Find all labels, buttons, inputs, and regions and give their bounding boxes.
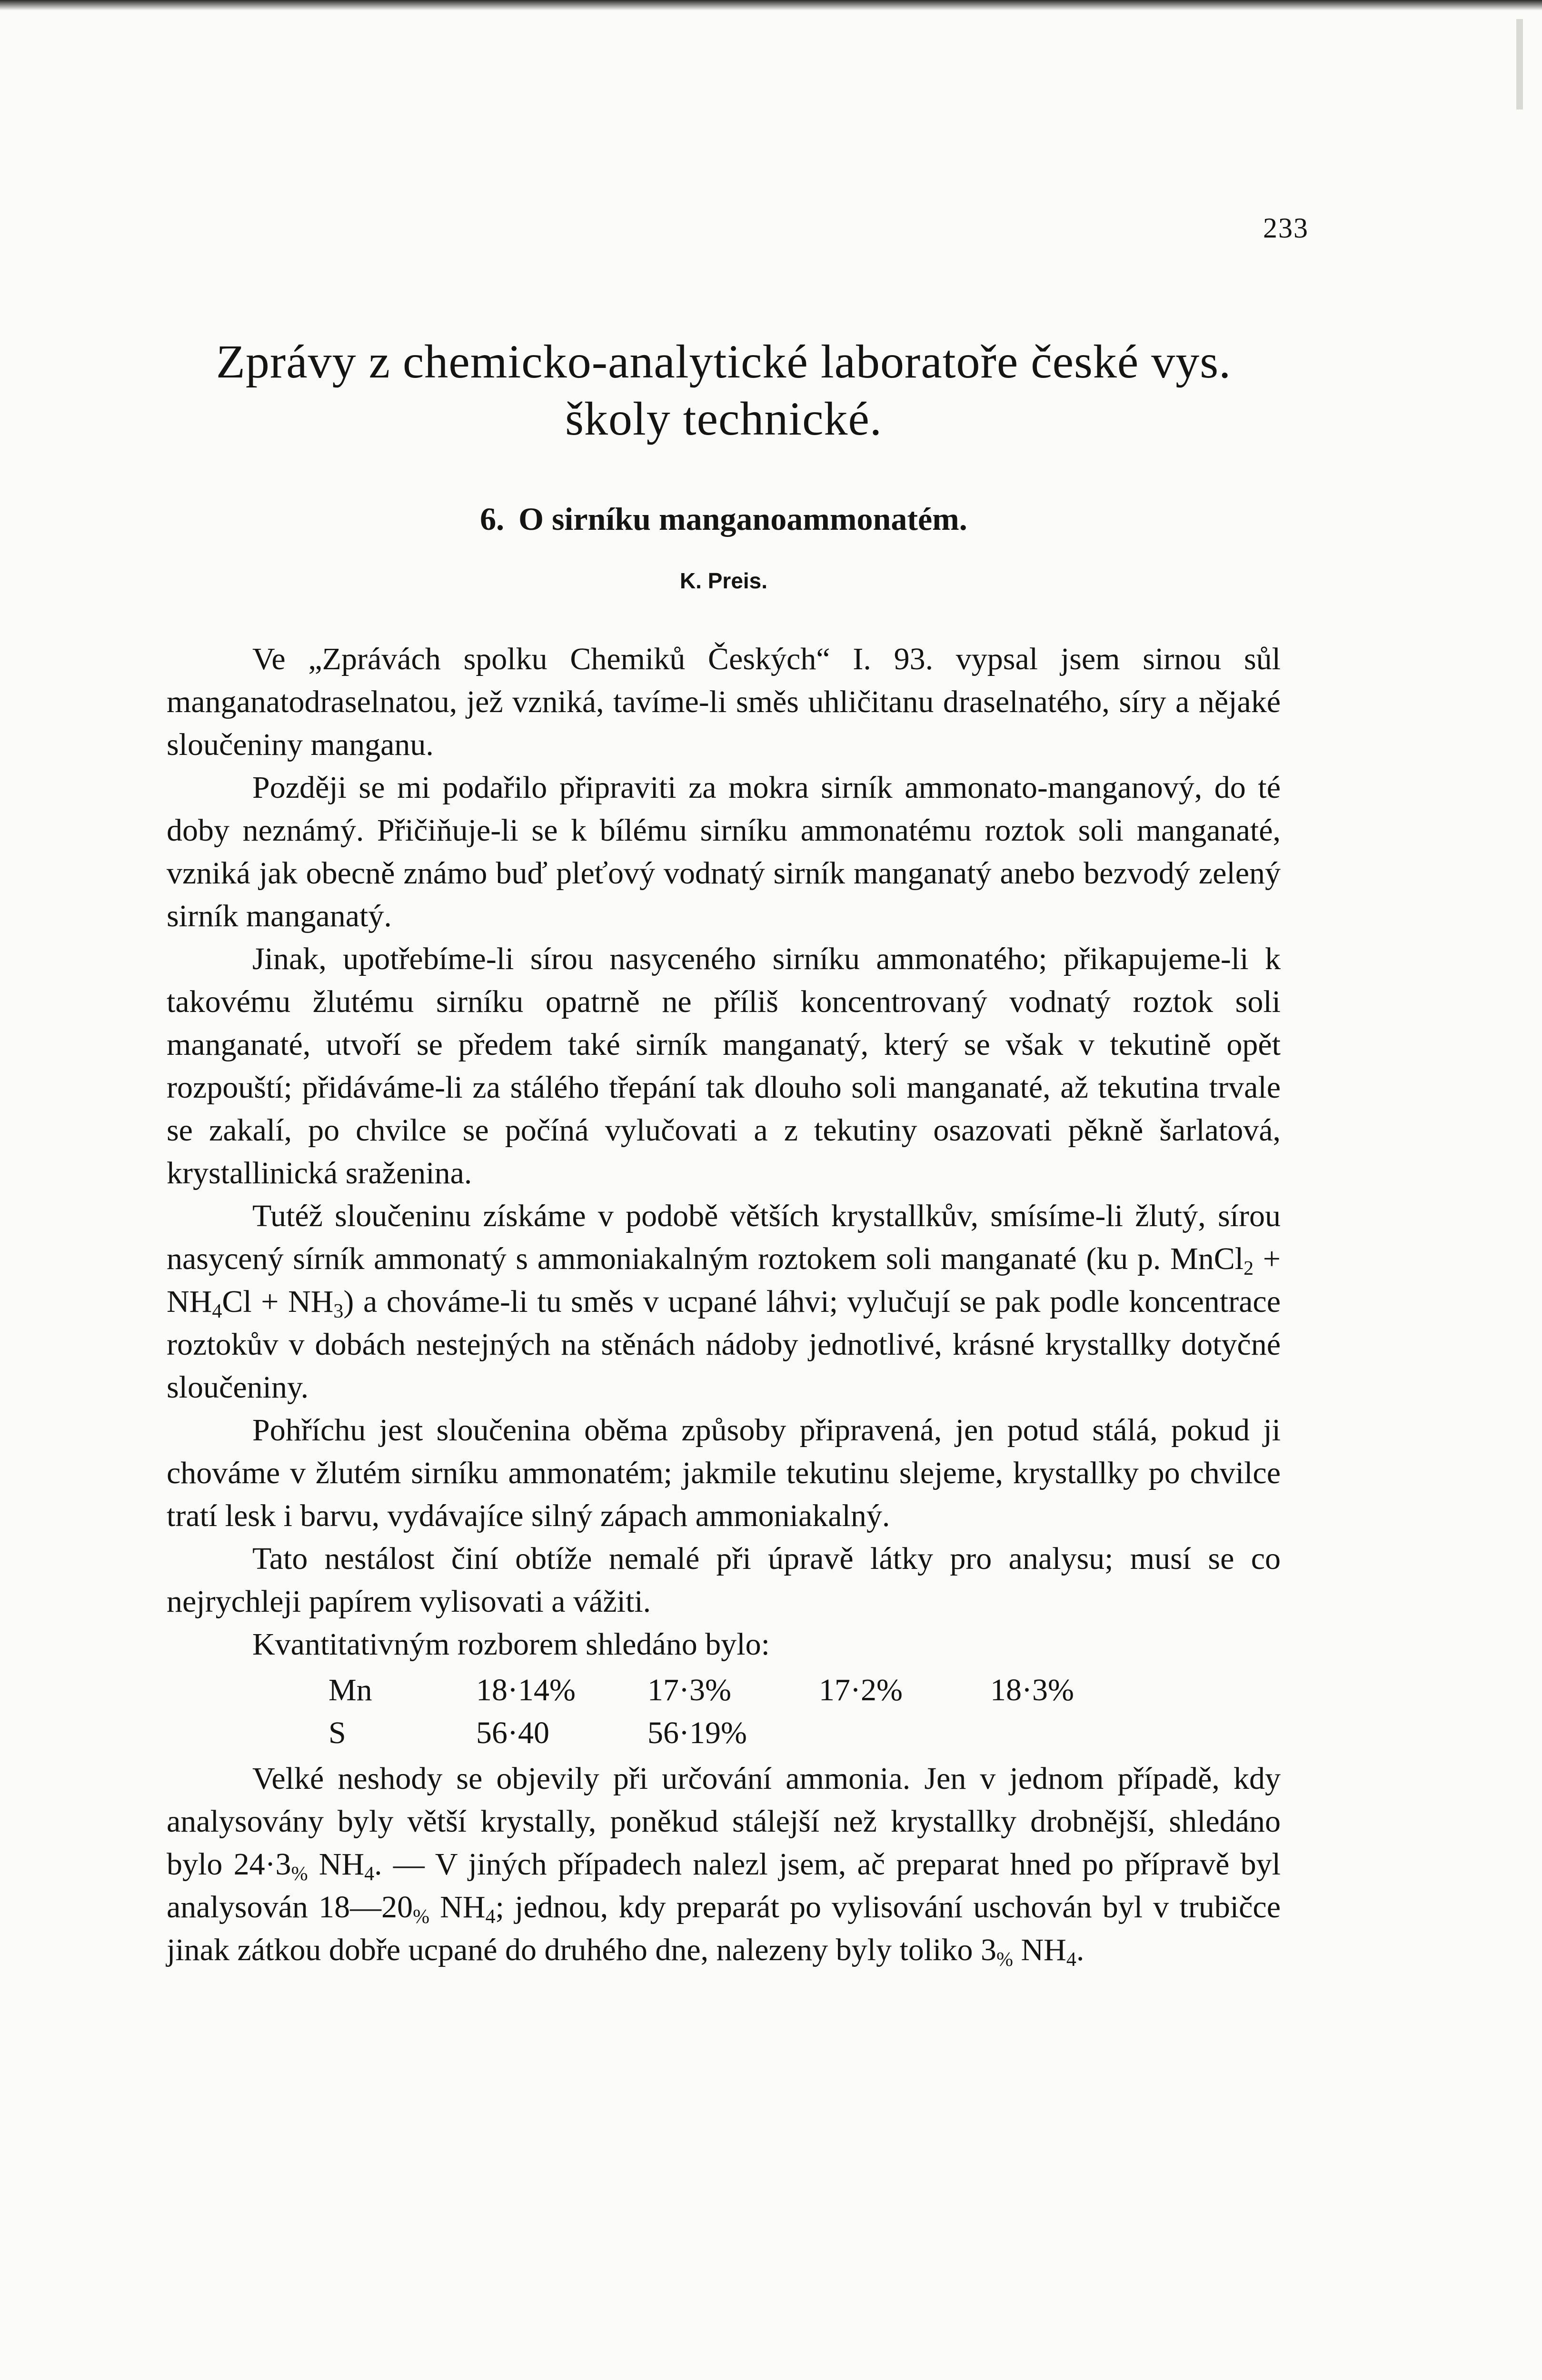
subscript: 2 bbox=[1244, 1258, 1254, 1279]
journal-title-line-1: Zprávy z chemicko-analytické laboratoře české vys. bbox=[216, 335, 1232, 388]
scan-edge-mark bbox=[1516, 19, 1523, 109]
subscript: 4 bbox=[364, 1863, 375, 1885]
table-row bbox=[167, 1712, 1162, 1755]
article-body bbox=[167, 638, 1281, 1972]
subscript: 3 bbox=[333, 1300, 344, 1322]
page-number: 233 bbox=[1263, 212, 1309, 244]
paragraph-3: Jinak, upotřebíme-li sírou nasyceného sirníku ammonatého; přikapujeme-li k takovému žlutému sirníku opatrně ne příliš koncentrovaný vodnatý roztok soli manganaté, utvoří se předem také sirník manganatý, který se však v tekutině opět rozpouští; přidáváme-li za stálého třepání tak dlouho soli manganaté, až tekutina trvale se zakalí, po chvilce se počíná vylučovati a z tekutiny osazovati pěkně šarlatová, krystallinická sraženina. bbox=[167, 942, 1281, 1190]
table-row bbox=[167, 1669, 1162, 1712]
paragraph-4 bbox=[167, 1195, 1281, 1409]
element-cell: Mn bbox=[328, 1673, 372, 1707]
percent-sign: % bbox=[413, 1906, 430, 1928]
value-cell: 17·2% bbox=[819, 1673, 903, 1707]
section-heading bbox=[167, 500, 1281, 538]
article-column bbox=[167, 333, 1281, 1972]
paragraph-6: Tato nestálost činí obtíže nemalé při úpravě látky pro analysu; musí se co nejrychleji papírem vylisovati a vážiti. bbox=[167, 1541, 1281, 1619]
value-cell bbox=[819, 1712, 990, 1755]
paragraph-8-text-d: NH bbox=[429, 1890, 486, 1924]
paragraph-4-text-d: ) a chováme-li tu směs v ucpané láhvi; vylučují se pak podle koncentrace roztokův v dobách nestejných na stěnách nádoby jednotlivé, krásné krystallky dotyčné sloučeniny. bbox=[167, 1284, 1281, 1405]
paragraph-7: Kvantitativným rozborem shledáno bylo: bbox=[252, 1627, 770, 1662]
value-cell: 17·3% bbox=[647, 1673, 731, 1707]
paragraph-4-text-a: Tutéž sloučeninu získáme v podobě větších krystallkův, smísíme-li žlutý, sírou nasycený sírník ammonatý s ammoniakalným roztokem soli manganaté (ku p. MnCl bbox=[167, 1199, 1281, 1276]
paragraph-8-text-g: . bbox=[1076, 1933, 1084, 1967]
subscript: 4 bbox=[1066, 1949, 1076, 1971]
paragraph-8 bbox=[167, 1757, 1281, 1972]
paragraph-5: Pohříchu jest sloučenina oběma způsoby připravená, jen potud stálá, pokud ji chováme v žlutém sirníku ammonatém; jakmile tekutinu slejeme, krystallky po chvilce tratí lesk i barvu, vydávajíce silný zápach ammoniakalný. bbox=[167, 1413, 1281, 1533]
author: K. Preis. bbox=[679, 568, 768, 593]
paragraph-8-text-a: Velké neshody se objevily při určování ammonia. Jen v jednom případě, kdy analysovány byly větší krystally, poněkud stálejší než krystallky drobnější, shledáno bylo 24·3 bbox=[167, 1761, 1281, 1882]
paragraph-8-text-b: NH bbox=[308, 1847, 365, 1882]
section-title: O sirníku manganoammonatém. bbox=[518, 501, 967, 537]
page-top-edge bbox=[0, 0, 1542, 10]
value-cell: 56·40 bbox=[476, 1716, 549, 1750]
section-number: 6. bbox=[480, 501, 505, 537]
paragraph-1: Ve „Zprávách spolku Chemiků Českých“ I. 93. vypsal jsem sirnou sůl manganatodraselnatou, jež vzniká, tavíme-li směs uhličitanu draselnatého, síry a nějaké sloučeniny manganu. bbox=[167, 642, 1281, 762]
element-cell: S bbox=[328, 1716, 346, 1750]
journal-title bbox=[167, 333, 1281, 447]
paragraph-2: Později se mi podařilo připraviti za mokra sirník ammonato-manganový, do té doby neznámý. Přičiňuje-li se k bílému sirníku ammonatému roztok soli manganaté, vzniká jak obecně známo buď pleťový vodnatý sirník manganatý anebo bezvodý zelený sirník manganatý. bbox=[167, 770, 1281, 933]
paragraph-8-text-e: ; jednou, kdy preparát po vylisování uschován byl v trubičce jinak zátkou dobře ucpané do druhého dne, nalezeny byly toliko 3 bbox=[167, 1890, 1281, 1967]
percent-sign: % bbox=[996, 1949, 1013, 1971]
analysis-results-table bbox=[167, 1669, 1162, 1755]
percent-sign: % bbox=[291, 1863, 308, 1885]
paragraph-8-text-c: . — V jiných případech nalezl jsem, ač preparat hned po přípravě byl analysován 18—20 bbox=[167, 1847, 1281, 1924]
value-cell: 56·19% bbox=[647, 1716, 747, 1750]
paragraph-4-text-c: Cl + NH bbox=[222, 1284, 334, 1319]
subscript: 4 bbox=[212, 1300, 222, 1322]
value-cell: 18·3% bbox=[990, 1673, 1074, 1707]
paragraph-4-text-b: + NH bbox=[167, 1241, 1281, 1319]
journal-title-line-2: školy technické. bbox=[565, 392, 882, 445]
paragraph-8-text-f: NH bbox=[1013, 1933, 1066, 1967]
subscript: 4 bbox=[485, 1906, 496, 1928]
value-cell bbox=[990, 1712, 1162, 1755]
value-cell: 18·14% bbox=[476, 1673, 576, 1707]
